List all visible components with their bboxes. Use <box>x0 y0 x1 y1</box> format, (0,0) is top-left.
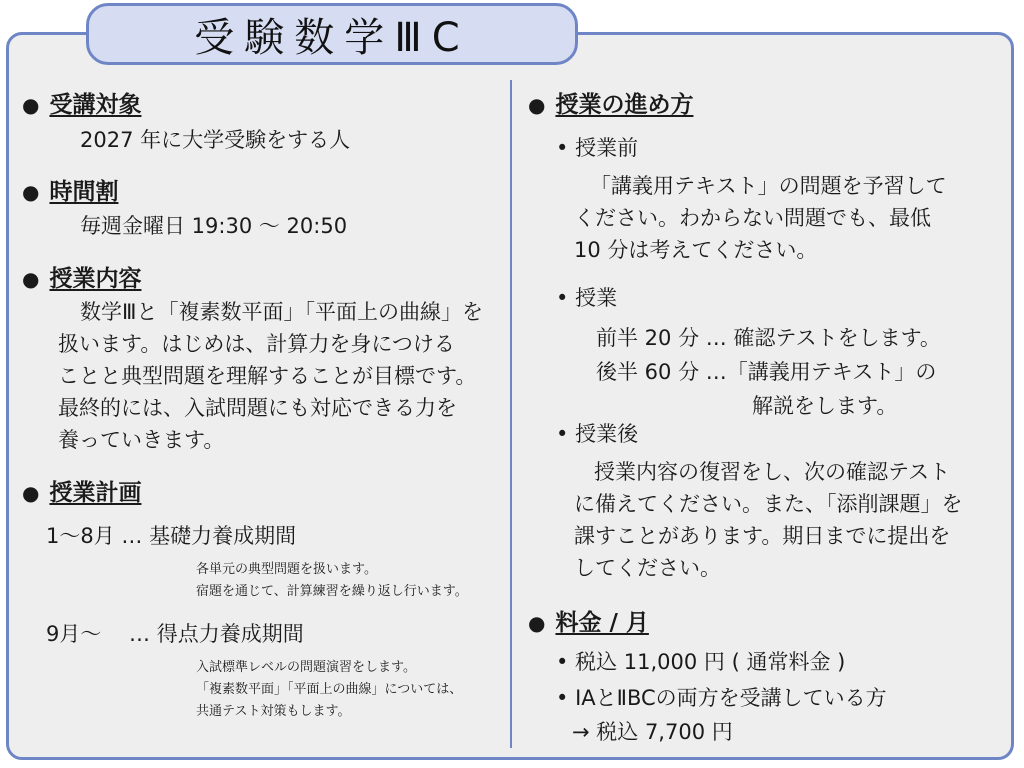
plan-period-1-note: 各単元の典型問題を扱います。 <box>196 562 377 577</box>
method-before-line: 「講義用テキスト」の問題を予習して <box>590 174 947 198</box>
bullet-icon: ● <box>22 180 40 204</box>
section-heading-target <box>22 86 141 119</box>
dot-icon: • <box>556 686 569 710</box>
method-after-line: してください。 <box>574 556 721 580</box>
fee-item: • ⅠAとⅡBCの両方を受講している方 <box>556 686 887 710</box>
plan-period-2-note: 入試標準レベルの問題演習をします。 <box>196 660 416 675</box>
dot-icon: • <box>556 136 569 160</box>
section-heading-method <box>528 86 693 119</box>
section-heading-plan <box>22 474 141 507</box>
method-after-label: • 授業後 <box>556 422 639 446</box>
method-during-line: 解説をします。 <box>752 394 898 418</box>
bullet-icon: ● <box>528 611 546 635</box>
target-text: 2027 年に大学受験をする人 <box>80 128 351 152</box>
method-after-line: に備えてください。また、「添削課題」を <box>574 492 963 516</box>
heading-label: 受講対象 <box>49 92 142 118</box>
method-before-line: ください。わからない問題でも、最低 <box>574 206 931 230</box>
bullet-icon: ● <box>22 267 40 291</box>
content-line: ことと典型問題を理解することが目標です。 <box>58 364 477 388</box>
method-during-label: • 授業 <box>556 286 618 310</box>
plan-period-2-note: 共通テスト対策もします。 <box>196 704 351 719</box>
content-line: 扱います。はじめは、計算力を身につける <box>58 332 455 356</box>
dot-icon: • <box>556 650 569 674</box>
method-before-label: • 授業前 <box>556 136 639 160</box>
method-during-line: 後半 60 分 …「講義用テキスト」の <box>596 360 937 384</box>
method-after-line: 授業内容の復習をし、次の確認テスト <box>594 460 951 484</box>
dot-icon: • <box>556 422 569 446</box>
method-during-line: 前半 20 分 … 確認テストをします。 <box>596 326 941 350</box>
heading-label: 授業計画 <box>49 480 142 506</box>
heading-label: 料金 / 月 <box>555 610 649 636</box>
bullet-icon: ● <box>22 93 40 117</box>
content-line: 数学Ⅲと「複素数平面」「平面上の曲線」を <box>80 300 483 324</box>
bullet-icon: ● <box>528 93 546 117</box>
plan-period-2: 9月～ … 得点力養成期間 <box>46 622 304 646</box>
schedule-text: 毎週金曜日 19:30 ～ 20:50 <box>80 214 348 238</box>
method-after-line: 課すことがあります。期日までに提出を <box>574 524 951 548</box>
content-line: 最終的には、入試問題にも対応できる力を <box>58 396 457 420</box>
bullet-icon: ● <box>22 481 40 505</box>
heading-label: 授業内容 <box>49 266 142 292</box>
column-divider <box>510 80 512 748</box>
dot-icon: • <box>556 286 569 310</box>
heading-label: 時間割 <box>49 179 119 205</box>
section-heading-schedule <box>22 173 118 206</box>
page-title: 受験数学ⅢC <box>86 3 578 65</box>
plan-period-2-note: 「複素数平面」「平面上の曲線」については、 <box>196 682 463 697</box>
fee-discount: → 税込 7,700 円 <box>572 720 733 744</box>
section-heading-content <box>22 260 141 293</box>
fee-item: • 税込 11,000 円 ( 通常料金 ) <box>556 650 846 674</box>
plan-period-1-note: 宿題を通じて、計算練習を繰り返し行います。 <box>196 584 468 599</box>
heading-label: 授業の進め方 <box>555 92 694 118</box>
content-line: 養っていきます。 <box>58 428 225 452</box>
method-before-line: 10 分は考えてください。 <box>574 238 818 262</box>
section-heading-fee <box>528 604 649 637</box>
plan-period-1: 1～8月 … 基礎力養成期間 <box>46 524 297 548</box>
